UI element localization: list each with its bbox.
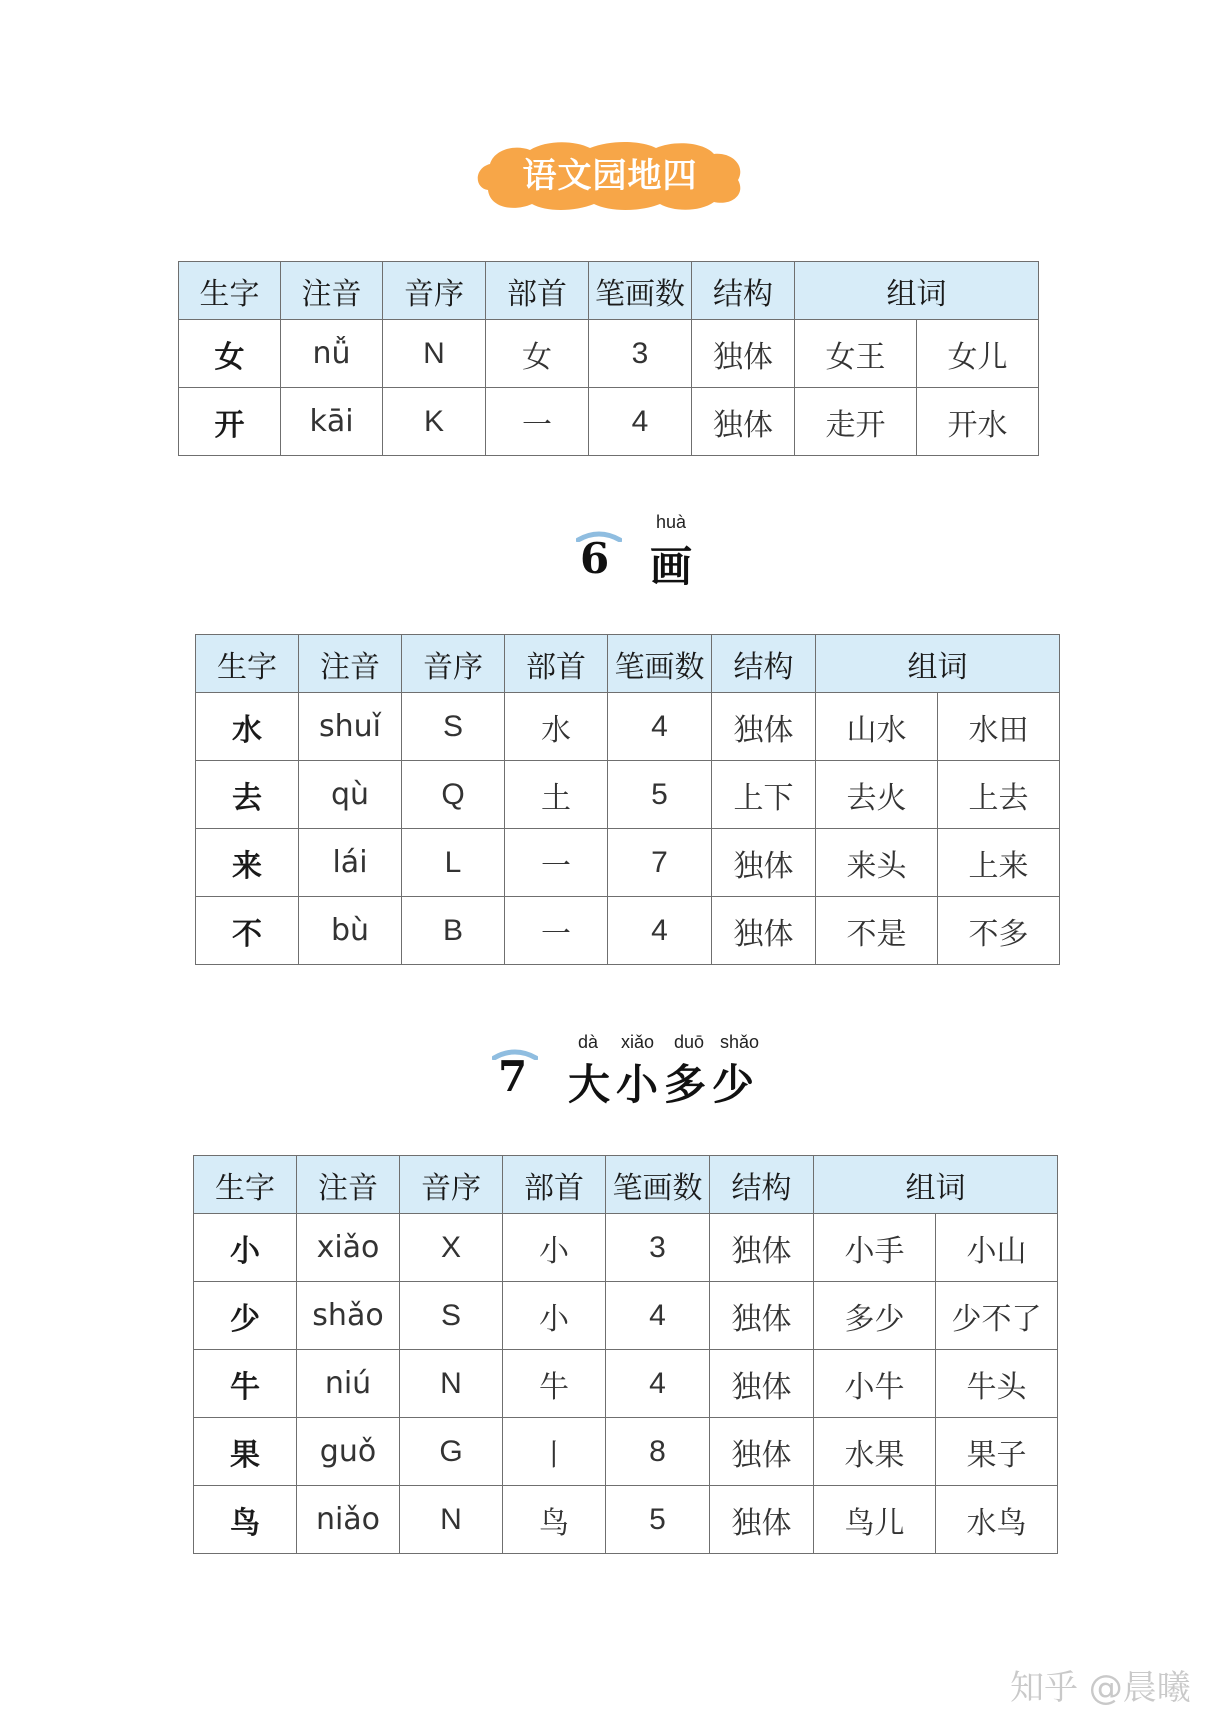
strokes-cell: 3 — [606, 1214, 710, 1282]
lesson-title: 大小多少 — [568, 1060, 761, 1109]
table-row — [179, 388, 1039, 456]
header-order: 音序 — [402, 635, 505, 693]
strokes-cell: 4 — [608, 897, 712, 965]
header-pinyin: 注音 — [281, 262, 383, 320]
word-cell: 不是 — [816, 897, 938, 965]
strokes-cell: 5 — [608, 761, 712, 829]
header-strokes: 笔画数 — [606, 1156, 710, 1214]
char-cell: 果 — [194, 1418, 297, 1486]
pinyin-cell: qù — [299, 761, 402, 829]
order-cell: X — [400, 1214, 503, 1282]
pinyin-cell: guǒ — [297, 1418, 400, 1486]
header-structure: 结构 — [712, 635, 816, 693]
radical-cell: 土 — [505, 761, 608, 829]
strokes-cell: 5 — [606, 1486, 710, 1554]
section-badge — [470, 138, 750, 214]
word-cell: 不多 — [938, 897, 1060, 965]
structure-cell: 独体 — [692, 388, 795, 456]
radical-cell: 丨 — [503, 1418, 606, 1486]
header-strokes: 笔画数 — [589, 262, 692, 320]
structure-cell: 独体 — [710, 1418, 814, 1486]
pinyin-cell: shǎo — [297, 1282, 400, 1350]
lesson-number: 7 — [498, 1052, 528, 1101]
char-cell: 开 — [179, 388, 281, 456]
table-row — [194, 1350, 1058, 1418]
word-cell: 少不了 — [936, 1282, 1058, 1350]
lesson-pinyin: xiǎo — [621, 1032, 655, 1052]
header-strokes: 笔画数 — [608, 635, 712, 693]
header-words: 组词 — [814, 1156, 1058, 1214]
char-cell: 女 — [179, 320, 281, 388]
structure-cell: 独体 — [710, 1214, 814, 1282]
table-header-row — [194, 1156, 1058, 1214]
order-cell: N — [400, 1350, 503, 1418]
strokes-cell: 8 — [606, 1418, 710, 1486]
word-cell: 开水 — [917, 388, 1039, 456]
table-header-row — [179, 262, 1039, 320]
word-cell: 山水 — [816, 693, 938, 761]
radical-cell: 鸟 — [503, 1486, 606, 1554]
order-cell: Q — [402, 761, 505, 829]
radical-cell: 牛 — [503, 1350, 606, 1418]
order-cell: S — [400, 1282, 503, 1350]
header-radical: 部首 — [505, 635, 608, 693]
radical-cell: 小 — [503, 1282, 606, 1350]
word-cell: 果子 — [936, 1418, 1058, 1486]
order-cell: K — [383, 388, 486, 456]
pinyin-cell: bù — [299, 897, 402, 965]
table-row — [179, 320, 1039, 388]
radical-cell: 小 — [503, 1214, 606, 1282]
word-cell: 水果 — [814, 1418, 936, 1486]
word-cell: 多少 — [814, 1282, 936, 1350]
section-title: 语文园地四 — [522, 156, 698, 196]
header-char: 生字 — [196, 635, 299, 693]
structure-cell: 独体 — [712, 693, 816, 761]
structure-cell: 独体 — [712, 829, 816, 897]
header-structure: 结构 — [710, 1156, 814, 1214]
order-cell: N — [383, 320, 486, 388]
header-char: 生字 — [179, 262, 281, 320]
radical-cell: 一 — [505, 897, 608, 965]
table-row — [196, 829, 1060, 897]
lesson-pinyin: dà — [578, 1032, 599, 1052]
table-row — [194, 1282, 1058, 1350]
header-order: 音序 — [400, 1156, 503, 1214]
char-cell: 水 — [196, 693, 299, 761]
table-row — [194, 1486, 1058, 1554]
pinyin-cell: niú — [297, 1350, 400, 1418]
lesson-pinyin: huà — [656, 512, 687, 532]
word-cell: 走开 — [795, 388, 917, 456]
word-cell: 上来 — [938, 829, 1060, 897]
word-cell: 鸟儿 — [814, 1486, 936, 1554]
radical-cell: 女 — [486, 320, 589, 388]
char-cell: 小 — [194, 1214, 297, 1282]
table-row — [194, 1214, 1058, 1282]
lesson-pinyin: duō — [674, 1032, 705, 1052]
pinyin-cell: niǎo — [297, 1486, 400, 1554]
structure-cell: 独体 — [712, 897, 816, 965]
word-cell: 小山 — [936, 1214, 1058, 1282]
header-radical: 部首 — [486, 262, 589, 320]
lesson-number: 6 — [580, 534, 610, 583]
char-table-1 — [178, 261, 1039, 456]
header-pinyin: 注音 — [299, 635, 402, 693]
order-cell: L — [402, 829, 505, 897]
pinyin-cell: nǚ — [281, 320, 383, 388]
header-structure: 结构 — [692, 262, 795, 320]
strokes-cell: 4 — [608, 693, 712, 761]
lesson-title: 画 — [650, 542, 699, 591]
word-cell: 小手 — [814, 1214, 936, 1282]
char-cell: 鸟 — [194, 1486, 297, 1554]
watermark: 知乎 @晨曦 — [1010, 1668, 1191, 1708]
radical-cell: 一 — [505, 829, 608, 897]
word-cell: 小牛 — [814, 1350, 936, 1418]
pinyin-cell: lái — [299, 829, 402, 897]
pinyin-cell: xiǎo — [297, 1214, 400, 1282]
order-cell: S — [402, 693, 505, 761]
pinyin-cell: kāi — [281, 388, 383, 456]
char-cell: 牛 — [194, 1350, 297, 1418]
header-words: 组词 — [816, 635, 1060, 693]
word-cell: 水田 — [938, 693, 1060, 761]
header-char: 生字 — [194, 1156, 297, 1214]
pinyin-cell: shuǐ — [299, 693, 402, 761]
strokes-cell: 3 — [589, 320, 692, 388]
word-cell: 去火 — [816, 761, 938, 829]
table-row — [196, 761, 1060, 829]
word-cell: 女王 — [795, 320, 917, 388]
strokes-cell: 7 — [608, 829, 712, 897]
char-cell: 不 — [196, 897, 299, 965]
table-row — [196, 897, 1060, 965]
structure-cell: 独体 — [710, 1486, 814, 1554]
header-radical: 部首 — [503, 1156, 606, 1214]
order-cell: G — [400, 1418, 503, 1486]
order-cell: N — [400, 1486, 503, 1554]
order-cell: B — [402, 897, 505, 965]
char-cell: 来 — [196, 829, 299, 897]
header-words: 组词 — [795, 262, 1039, 320]
structure-cell: 独体 — [710, 1350, 814, 1418]
radical-cell: 水 — [505, 693, 608, 761]
word-cell: 水鸟 — [936, 1486, 1058, 1554]
word-cell: 牛头 — [936, 1350, 1058, 1418]
word-cell: 女儿 — [917, 320, 1039, 388]
word-cell: 来头 — [816, 829, 938, 897]
char-table-3 — [193, 1155, 1058, 1554]
structure-cell: 上下 — [712, 761, 816, 829]
strokes-cell: 4 — [606, 1350, 710, 1418]
header-order: 音序 — [383, 262, 486, 320]
char-cell: 少 — [194, 1282, 297, 1350]
header-pinyin: 注音 — [297, 1156, 400, 1214]
word-cell: 上去 — [938, 761, 1060, 829]
table-row — [196, 693, 1060, 761]
structure-cell: 独体 — [692, 320, 795, 388]
table-row — [194, 1418, 1058, 1486]
char-cell: 去 — [196, 761, 299, 829]
strokes-cell: 4 — [589, 388, 692, 456]
radical-cell: 一 — [486, 388, 589, 456]
char-table-2 — [195, 634, 1060, 965]
structure-cell: 独体 — [710, 1282, 814, 1350]
lesson-pinyin: shǎo — [720, 1032, 760, 1052]
table-header-row — [196, 635, 1060, 693]
strokes-cell: 4 — [606, 1282, 710, 1350]
